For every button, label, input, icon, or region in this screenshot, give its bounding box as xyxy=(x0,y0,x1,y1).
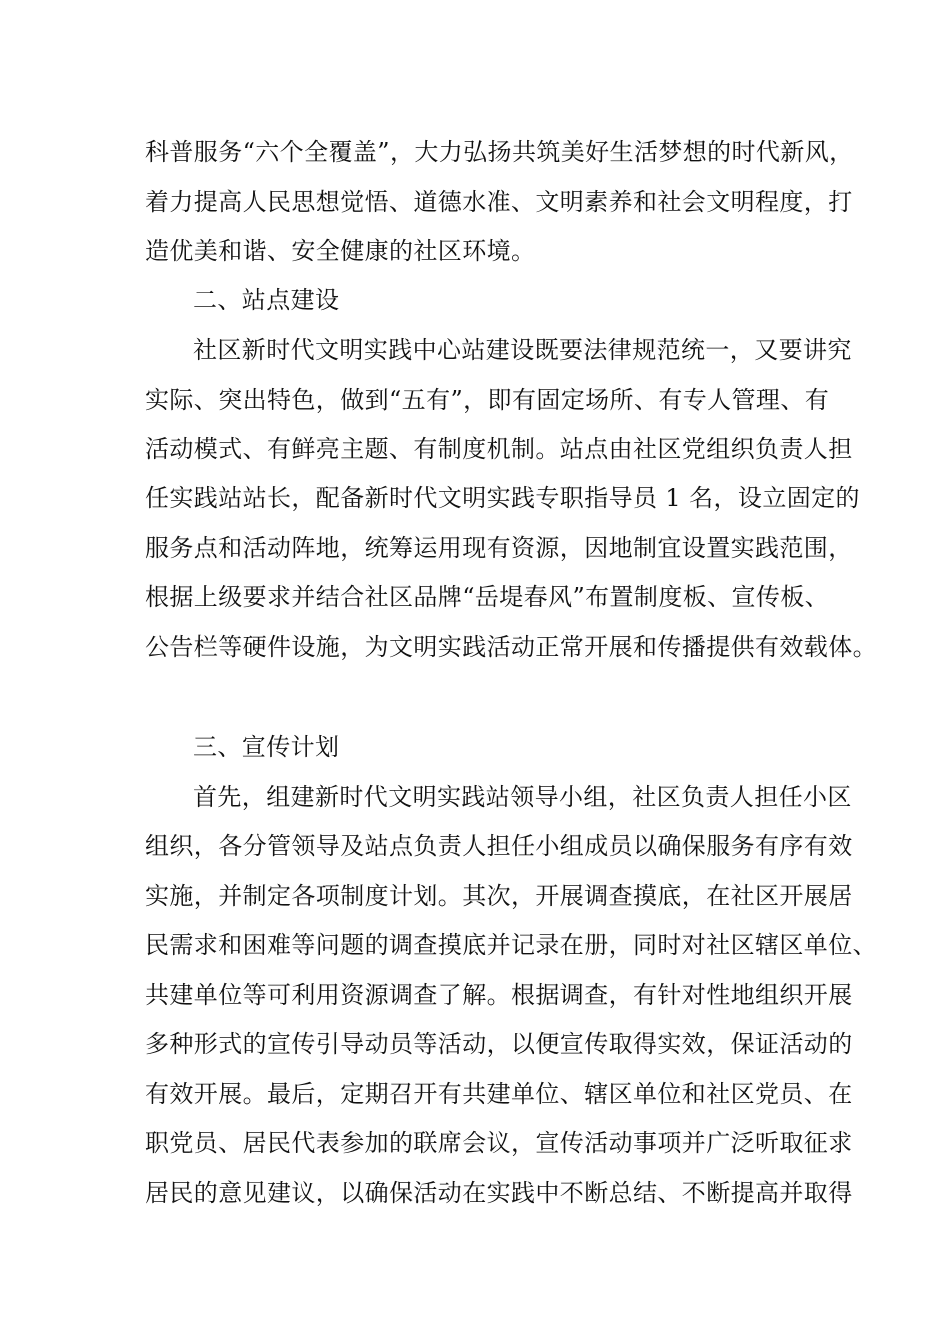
section-heading: 三、宣传计划 xyxy=(193,733,340,761)
paragraph-line: 多种形式的宣传引导动员等活动，以便宣传取得实效，保证活动的 xyxy=(145,1030,853,1058)
paragraph-line: 组织，各分管领导及站点负责人担任小组成员以确保服务有序有效 xyxy=(145,832,853,860)
paragraph-line: 造优美和谐、安全健康的社区环境。 xyxy=(145,237,536,265)
paragraph-line: 科普服务“六个全覆盖”，大力弘扬共筑美好生活梦想的时代新风， xyxy=(145,138,854,166)
paragraph-line: 公告栏等硬件设施，为文明实践活动正常开展和传播提供有效载体。 xyxy=(145,633,877,661)
paragraph-line: 民需求和困难等问题的调查摸底并记录在册，同时对社区辖区单位、 xyxy=(145,931,877,959)
paragraph-line: 任实践站站长，配备新时代文明实践专职指导员 1 名，设立固定的 xyxy=(145,484,860,512)
paragraph-line: 着力提高人民思想觉悟、道德水准、文明素养和社会文明程度，打 xyxy=(145,188,853,216)
paragraph-line: 职党员、居民代表参加的联席会议，宣传活动事项并广泛听取征求 xyxy=(145,1129,853,1157)
paragraph-line: 社区新时代文明实践中心站建设既要法律规范统一，又要讲究 xyxy=(193,336,852,364)
paragraph-line: 有效开展。最后，定期召开有共建单位、辖区单位和社区党员、在 xyxy=(145,1080,853,1108)
paragraph-line: 首先，组建新时代文明实践站领导小组，社区负责人担任小区 xyxy=(193,783,852,811)
section-heading: 二、站点建设 xyxy=(193,286,340,314)
paragraph-line: 共建单位等可利用资源调查了解。根据调查，有针对性地组织开展 xyxy=(145,981,853,1009)
paragraph-line: 实际、突出特色，做到“五有”，即有固定场所、有专人管理、有 xyxy=(145,386,830,414)
paragraph-line: 活动模式、有鲜亮主题、有制度机制。站点由社区党组织负责人担 xyxy=(145,435,853,463)
paragraph-line: 居民的意见建议，以确保活动在实践中不断总结、不断提高并取得 xyxy=(145,1179,853,1207)
paragraph-line: 根据上级要求并结合社区品牌“岳堤春风”布置制度板、宣传板、 xyxy=(145,583,830,611)
paragraph-line: 实施，并制定各项制度计划。其次，开展调查摸底，在社区开展居 xyxy=(145,882,853,910)
paragraph-line: 服务点和活动阵地，统筹运用现有资源，因地制宜设置实践范围， xyxy=(145,534,853,562)
